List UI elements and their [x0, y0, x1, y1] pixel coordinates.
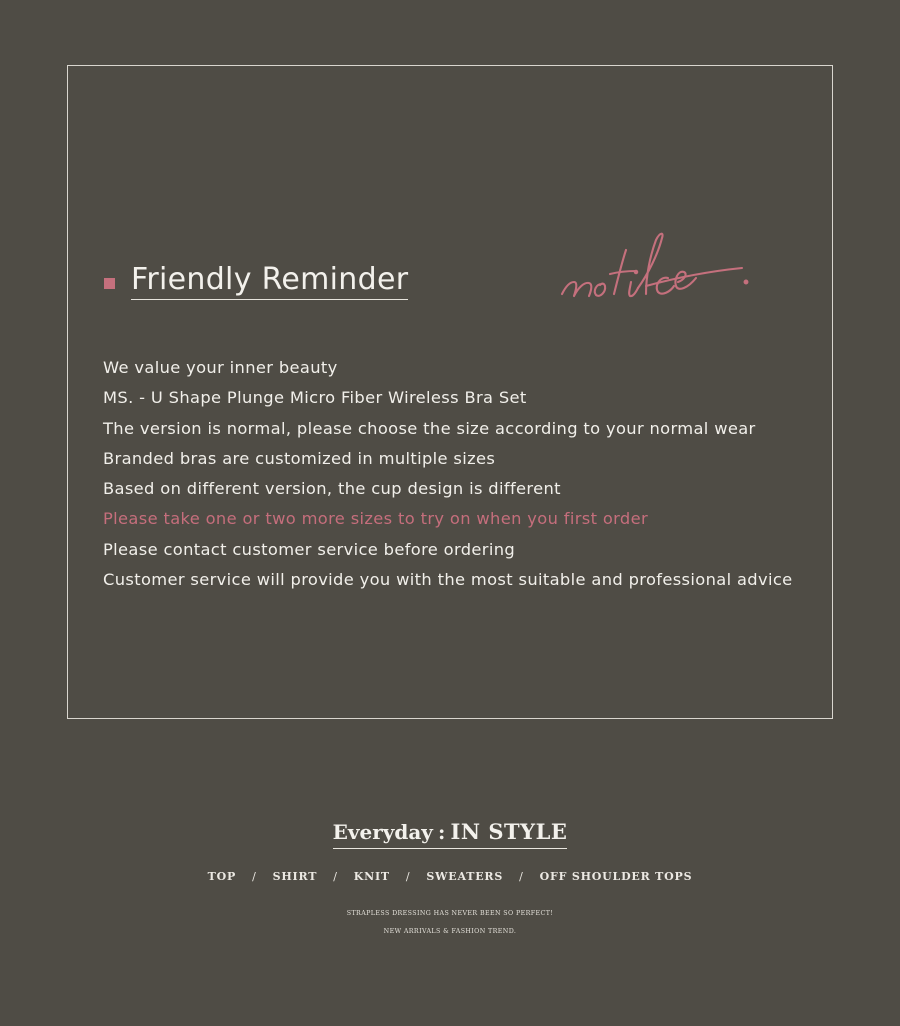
notice-line: We value your inner beauty — [103, 358, 338, 377]
notice-line-highlight: Please take one or two more sizes to try on when you first order — [103, 509, 649, 529]
brand-title-separator: : — [438, 820, 446, 844]
notice-line: Customer service will provide you with the most suitable and professional advice — [103, 570, 793, 590]
brand-title — [0, 819, 900, 849]
nav-knit[interactable]: KNIT — [353, 870, 390, 883]
nav-separator: / — [252, 870, 257, 883]
square-bullet-icon — [104, 278, 115, 289]
notice-list — [103, 353, 793, 595]
reminder-title: Friendly Reminder — [131, 262, 408, 300]
category-nav — [0, 870, 900, 883]
nav-separator: / — [405, 870, 411, 883]
nav-separator: / — [519, 870, 524, 883]
nav-shirt[interactable]: SHIRT — [272, 870, 318, 883]
notice-line: The version is normal, please choose the size according to your normal wear — [103, 418, 756, 438]
brand-title-strong: IN STYLE — [450, 819, 568, 844]
nav-top[interactable]: TOP — [207, 870, 237, 883]
nav-off-shoulder-tops[interactable]: OFF SHOULDER TOPS — [539, 870, 693, 883]
nav-sweaters[interactable]: SWEATERS — [426, 870, 504, 883]
tagline-primary: STRAPLESS DRESSING HAS NEVER BEEN SO PERFECT! — [346, 910, 554, 917]
notice-line: Based on different version, the cup design is different — [103, 479, 561, 499]
tagline-secondary: NEW ARRIVALS & FASHION TREND. — [383, 928, 517, 935]
nav-separator: / — [333, 870, 338, 883]
notice-line: Branded bras are customized in multiple sizes — [103, 448, 496, 468]
reminder-heading — [104, 262, 408, 300]
notice-line: Please contact customer service before ordering — [103, 539, 516, 559]
notice-line: MS. - U Shape Plunge Micro Fiber Wireless Bra Set — [103, 388, 527, 408]
brand-title-lead: Everyday — [332, 820, 433, 844]
notice-script-lettering — [556, 228, 756, 308]
